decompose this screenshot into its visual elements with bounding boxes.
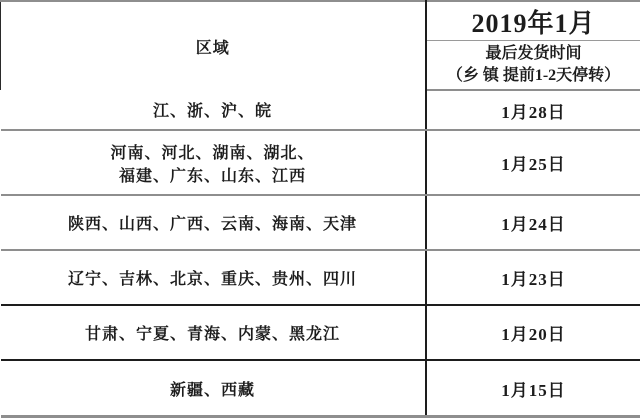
region-text: 新疆、西藏 xyxy=(169,381,255,399)
region-text: 辽宁、吉林、北京、重庆、贵州、四川 xyxy=(67,271,357,288)
table-row xyxy=(1,305,640,360)
table-row xyxy=(1,195,640,250)
date-cell: 1月20日 xyxy=(426,305,640,360)
date-cell: 1月15日 xyxy=(501,380,566,400)
table-row xyxy=(1,90,640,130)
table-row xyxy=(1,250,640,305)
region-cell xyxy=(1,130,426,195)
region-cell xyxy=(1,195,426,250)
region-cell xyxy=(1,250,426,305)
header-row-top xyxy=(1,1,640,41)
region-text: 江、浙、沪、皖 xyxy=(152,103,272,120)
region-text: 陕西、山西、广西、云南、海南、天津 xyxy=(67,216,357,233)
deadline-title: 最后发货时间 xyxy=(485,45,582,63)
date-cell: 1月23日 xyxy=(426,250,640,305)
region-text: 河南、河北、湖南、湖北、 xyxy=(110,144,315,162)
region-column-header: 区域 xyxy=(1,1,426,90)
region-cell xyxy=(1,360,426,417)
table-row xyxy=(1,360,640,417)
table-row xyxy=(1,130,640,195)
date-cell: 1月25日 xyxy=(426,130,640,195)
region-cell xyxy=(1,305,426,360)
region-text: 甘肃、宁夏、青海、内蒙、黑龙江 xyxy=(84,326,340,343)
date-cell: 1月28日 xyxy=(426,90,640,130)
region-text: 福建、广东、山东、江西 xyxy=(118,167,306,185)
date-cell: 1月24日 xyxy=(426,195,640,250)
region-cell xyxy=(1,90,426,130)
deadline-column-header xyxy=(426,41,640,91)
month-header: 2019年1月 xyxy=(426,1,640,41)
deadline-note: （乡 镇 提前1-2天停转） xyxy=(446,67,621,84)
